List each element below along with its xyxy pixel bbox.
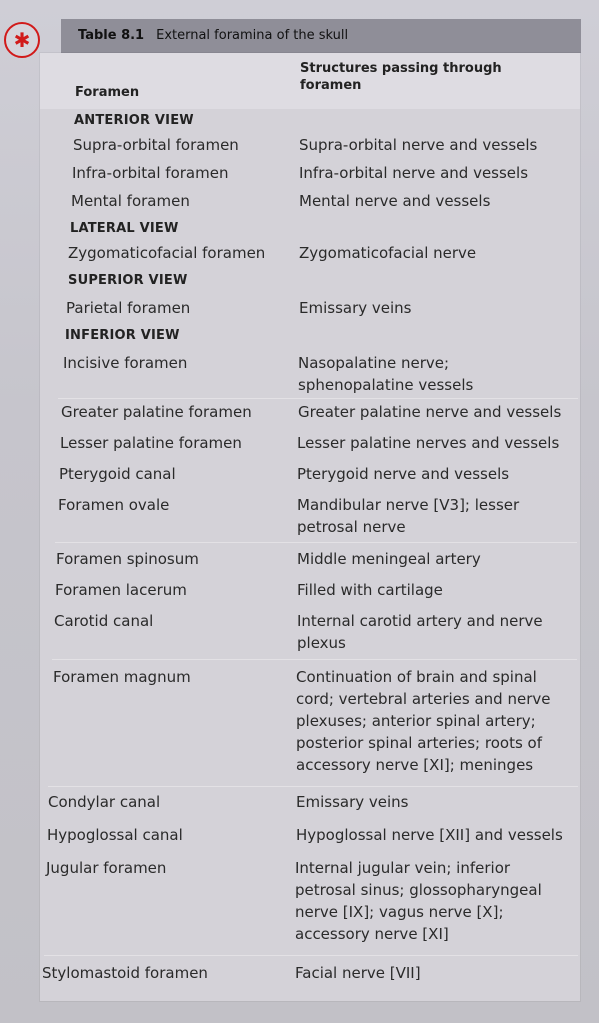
foramen-name: Carotid canal — [54, 612, 154, 630]
table-number: Table 8.1 — [78, 28, 145, 43]
row-divider — [44, 955, 578, 956]
foramen-name: Mental foramen — [71, 192, 190, 210]
section-inferior-view: INFERIOR VIEW — [65, 328, 180, 343]
foramen-structures: Filled with cartilage — [297, 581, 443, 599]
section-anterior-view: ANTERIOR VIEW — [74, 113, 194, 128]
table-title — [78, 28, 348, 43]
foramen-structures: Emissary veins — [296, 793, 409, 811]
foramen-name: Greater palatine foramen — [61, 403, 252, 421]
foramen-structures: Pterygoid nerve and vessels — [297, 465, 510, 483]
row-divider — [52, 659, 577, 660]
table-caption: External foramina of the skull — [156, 28, 349, 43]
foramen-name: Lesser palatine foramen — [60, 434, 242, 452]
foramen-structures: Mandibular nerve [V3]; lesser petrosal nerve — [297, 496, 520, 536]
foramen-structures: Mental nerve and vessels — [299, 192, 491, 210]
row-divider — [55, 542, 577, 543]
foramen-structures: Continuation of brain and spinal cord; vertebral arteries and nerve plexuses; anterior spinal artery; posterior spinal arteries; roots of accessory nerve [XI]; meninges — [296, 668, 551, 774]
section-lateral-view: LATERAL VIEW — [70, 221, 179, 236]
foramen-name: Supra-orbital foramen — [73, 136, 239, 154]
foramen-name: Hypoglossal canal — [47, 826, 183, 844]
column-header-structures: Structures passing through foramen — [300, 61, 502, 93]
row-divider — [48, 786, 578, 787]
circled-asterisk-icon: ✱ — [4, 22, 40, 58]
foramen-structures: Emissary veins — [299, 299, 412, 317]
foramen-name: Incisive foramen — [63, 354, 188, 372]
foramen-name: Pterygoid canal — [59, 465, 176, 483]
column-header-foramen: Foramen — [75, 85, 140, 100]
foramen-structures: Infra-orbital nerve and vessels — [299, 164, 529, 182]
foramen-structures: Facial nerve [VII] — [295, 964, 421, 982]
foramen-name: Stylomastoid foramen — [42, 964, 208, 982]
foramen-structures: Zygomaticofacial nerve — [299, 244, 477, 262]
foramen-structures: Internal jugular vein; inferior petrosal sinus; glossopharyngeal nerve [IX]; vagus nerve [X]; accessory nerve [XI] — [295, 859, 542, 943]
foramen-structures: Middle meningeal artery — [297, 550, 481, 568]
foramen-structures: Internal carotid artery and nerve plexus — [297, 612, 543, 652]
foramen-name: Foramen ovale — [58, 496, 170, 514]
foramen-structures: Lesser palatine nerves and vessels — [297, 434, 560, 452]
foramen-name: Infra-orbital foramen — [72, 164, 229, 182]
row-divider — [58, 398, 578, 399]
foramen-name: Parietal foramen — [66, 299, 191, 317]
foramen-name: Zygomaticofacial foramen — [68, 244, 266, 262]
foramen-name: Foramen lacerum — [55, 581, 187, 599]
foramen-structures: Supra-orbital nerve and vessels — [299, 136, 538, 154]
section-superior-view: SUPERIOR VIEW — [68, 273, 188, 288]
foramen-structures: Hypoglossal nerve [XII] and vessels — [296, 826, 563, 844]
foramen-structures: Greater palatine nerve and vessels — [298, 403, 562, 421]
foramen-name: Foramen magnum — [53, 668, 191, 686]
foramen-name: Jugular foramen — [46, 859, 167, 877]
foramen-name: Foramen spinosum — [56, 550, 199, 568]
foramen-name: Condylar canal — [48, 793, 161, 811]
foramen-structures: Nasopalatine nerve; sphenopalatine vessels — [298, 354, 474, 394]
